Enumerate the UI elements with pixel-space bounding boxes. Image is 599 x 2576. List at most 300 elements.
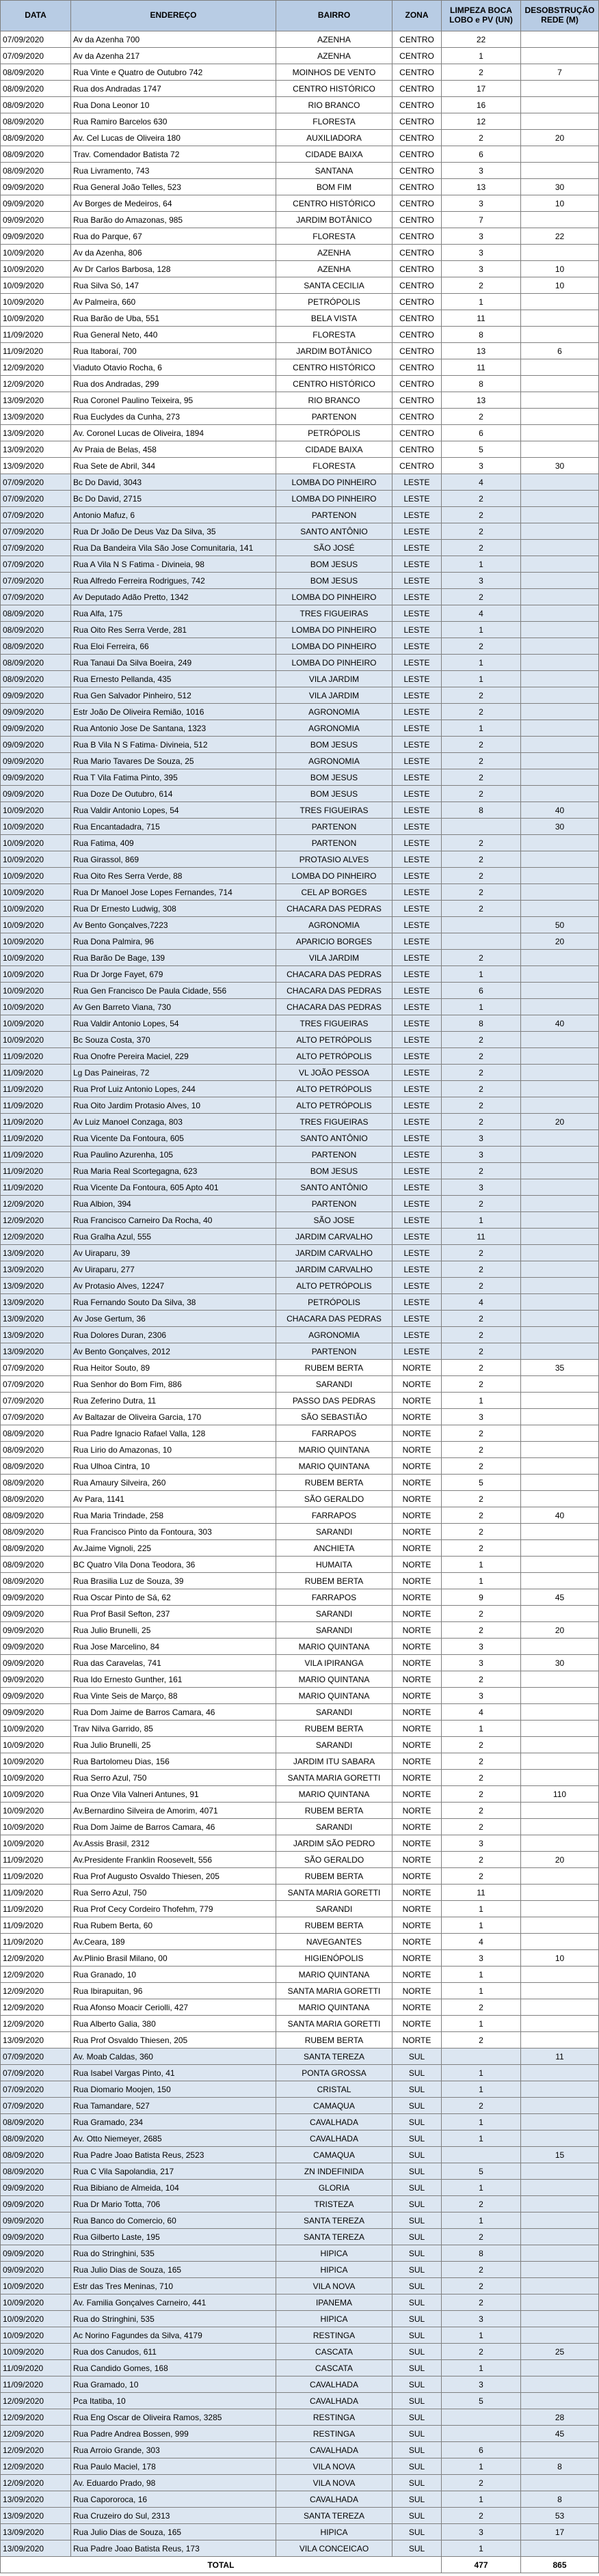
table-row xyxy=(0,2278,599,2294)
date-cell: 11/09/2020 xyxy=(0,1934,71,1950)
table-row xyxy=(0,753,599,769)
date-cell: 11/09/2020 xyxy=(0,2376,71,2393)
table-row xyxy=(0,622,599,638)
unclogging-meters-cell xyxy=(521,1573,599,1589)
date-cell: 13/09/2020 xyxy=(0,425,71,441)
neighborhood-cell: CAMAQUA xyxy=(276,2098,392,2114)
zone-cell: LESTE xyxy=(392,950,442,966)
cleaning-count-cell: 3 xyxy=(442,1655,521,1671)
table-row xyxy=(0,884,599,901)
table-row xyxy=(0,1786,599,1803)
address-cell: Rua Jose Marcelino, 84 xyxy=(71,1639,276,1655)
cleaning-count-cell: 2 xyxy=(442,1196,521,1212)
zone-cell: LESTE xyxy=(392,704,442,720)
neighborhood-cell: RUBEM BERTA xyxy=(276,2032,392,2049)
table-row xyxy=(0,2491,599,2508)
neighborhood-cell: SARANDI xyxy=(276,1622,392,1639)
address-cell: Rua Ramiro Barcelos 630 xyxy=(71,113,276,130)
unclogging-meters-cell xyxy=(521,523,599,540)
date-cell: 08/09/2020 xyxy=(0,2130,71,2147)
table-row xyxy=(0,212,599,228)
date-cell: 11/09/2020 xyxy=(0,1852,71,1868)
neighborhood-cell: SARANDI xyxy=(276,1819,392,1835)
table-row xyxy=(0,1934,599,1950)
zone-cell: SUL xyxy=(392,2442,442,2458)
zone-cell: SUL xyxy=(392,2508,442,2524)
address-cell: Rua Gilberto Laste, 195 xyxy=(71,2229,276,2245)
zone-cell: NORTE xyxy=(392,1671,442,1688)
cleaning-count-cell: 2 xyxy=(442,1245,521,1261)
table-row xyxy=(0,1229,599,1245)
zone-cell: LESTE xyxy=(392,884,442,901)
date-cell: 09/09/2020 xyxy=(0,1671,71,1688)
table-row xyxy=(0,48,599,64)
table-row xyxy=(0,392,599,409)
neighborhood-cell: SANTO ANTÔNIO xyxy=(276,1179,392,1196)
table-row xyxy=(0,1212,599,1229)
neighborhood-cell: APARICIO BORGES xyxy=(276,933,392,950)
header-date: DATA xyxy=(0,0,71,31)
address-cell: Av Protasio Alves, 12247 xyxy=(71,1278,276,1294)
table-row xyxy=(0,1557,599,1573)
zone-cell: LESTE xyxy=(392,1294,442,1311)
zone-cell: SUL xyxy=(392,2229,442,2245)
zone-cell: SUL xyxy=(392,2163,442,2180)
address-cell: Rua Cruzeiro do Sul, 2313 xyxy=(71,2508,276,2524)
cleaning-count-cell: 2 xyxy=(442,1442,521,1458)
unclogging-meters-cell xyxy=(521,1540,599,1557)
cleaning-count-cell: 2 xyxy=(442,2098,521,2114)
unclogging-meters-cell xyxy=(521,31,599,48)
date-cell: 11/09/2020 xyxy=(0,1065,71,1081)
unclogging-meters-cell xyxy=(521,310,599,327)
address-cell: Rua Dr Mario Totta, 706 xyxy=(71,2196,276,2212)
date-cell: 13/09/2020 xyxy=(0,2524,71,2540)
cleaning-count-cell: 2 xyxy=(442,1097,521,1114)
neighborhood-cell: LOMBA DO PINHEIRO xyxy=(276,491,392,507)
zone-cell: LESTE xyxy=(392,556,442,573)
address-cell: Rua Oito Res Serra Verde, 281 xyxy=(71,622,276,638)
neighborhood-cell: CENTRO HISTÓRICO xyxy=(276,359,392,376)
zone-cell: NORTE xyxy=(392,1557,442,1573)
date-cell: 11/09/2020 xyxy=(0,1901,71,1917)
address-cell: Rua do Stringhini, 535 xyxy=(71,2245,276,2262)
unclogging-meters-cell xyxy=(521,999,599,1015)
zone-cell: NORTE xyxy=(392,1868,442,1885)
date-cell: 07/09/2020 xyxy=(0,1409,71,1425)
neighborhood-cell: JARDIM CARVALHO xyxy=(276,1245,392,1261)
cleaning-count-cell: 11 xyxy=(442,1229,521,1245)
neighborhood-cell: JARDIM SÃO PEDRO xyxy=(276,1835,392,1852)
neighborhood-cell: FARRAPOS xyxy=(276,1589,392,1606)
table-row xyxy=(0,2032,599,2049)
unclogging-meters-cell xyxy=(521,2327,599,2344)
zone-cell: CENTRO xyxy=(392,458,442,474)
unclogging-meters-cell xyxy=(521,2065,599,2081)
zone-cell: LESTE xyxy=(392,1032,442,1048)
zone-cell: NORTE xyxy=(392,1409,442,1425)
cleaning-count-cell: 2 xyxy=(442,1770,521,1786)
neighborhood-cell: CENTRO HISTÓRICO xyxy=(276,195,392,212)
neighborhood-cell: SÃO SEBASTIÃO xyxy=(276,1409,392,1425)
table-row xyxy=(0,1376,599,1393)
address-cell: Rua Girassol, 869 xyxy=(71,851,276,868)
unclogging-meters-cell xyxy=(521,1868,599,1885)
zone-cell: LESTE xyxy=(392,933,442,950)
date-cell: 10/09/2020 xyxy=(0,1032,71,1048)
neighborhood-cell: ALTO PETRÓPOLIS xyxy=(276,1278,392,1294)
neighborhood-cell: SANTA MARIA GORETTI xyxy=(276,1983,392,1999)
address-cell: Av. Eduardo Prado, 98 xyxy=(71,2475,276,2491)
date-cell: 07/09/2020 xyxy=(0,48,71,64)
date-cell: 10/09/2020 xyxy=(0,1835,71,1852)
address-cell: Rua General Neto, 440 xyxy=(71,327,276,343)
cleaning-count-cell: 2 xyxy=(442,851,521,868)
zone-cell: SUL xyxy=(392,2540,442,2557)
table-row xyxy=(0,1507,599,1524)
cleaning-count-cell: 1 xyxy=(442,1393,521,1409)
unclogging-meters-cell xyxy=(521,1032,599,1048)
zone-cell: CENTRO xyxy=(392,376,442,392)
zone-cell: CENTRO xyxy=(392,179,442,195)
address-cell: Rua Silva Só, 147 xyxy=(71,277,276,294)
total-row xyxy=(0,2557,599,2573)
address-cell: Rua Alfredo Ferreira Rodrigues, 742 xyxy=(71,573,276,589)
neighborhood-cell: AZENHA xyxy=(276,48,392,64)
zone-cell: LESTE xyxy=(392,1311,442,1327)
unclogging-meters-cell xyxy=(521,1376,599,1393)
unclogging-meters-cell xyxy=(521,2360,599,2376)
date-cell: 10/09/2020 xyxy=(0,819,71,835)
neighborhood-cell: AUXILIADORA xyxy=(276,130,392,146)
neighborhood-cell: LOMBA DO PINHEIRO xyxy=(276,655,392,671)
table-row xyxy=(0,802,599,819)
unclogging-meters-cell: 10 xyxy=(521,261,599,277)
date-cell: 08/09/2020 xyxy=(0,1475,71,1491)
unclogging-meters-cell xyxy=(521,2245,599,2262)
table-row xyxy=(0,245,599,261)
unclogging-meters-cell xyxy=(521,1245,599,1261)
zone-cell: LESTE xyxy=(392,720,442,737)
cleaning-count-cell: 3 xyxy=(442,573,521,589)
address-cell: Rua Lirio do Amazonas, 10 xyxy=(71,1442,276,1458)
table-row xyxy=(0,1524,599,1540)
cleaning-count-cell: 2 xyxy=(442,1311,521,1327)
cleaning-count-cell: 2 xyxy=(442,1261,521,1278)
cleaning-count-cell: 2 xyxy=(442,1360,521,1376)
cleaning-count-cell: 13 xyxy=(442,343,521,359)
table-row xyxy=(0,2327,599,2344)
address-cell: Rua T Vila Fatima Pinto, 395 xyxy=(71,769,276,786)
neighborhood-cell: ALTO PETRÓPOLIS xyxy=(276,1032,392,1048)
address-cell: Rua Fatima, 409 xyxy=(71,835,276,851)
unclogging-meters-cell xyxy=(521,2262,599,2278)
neighborhood-cell: RIO BRANCO xyxy=(276,392,392,409)
unclogging-meters-cell xyxy=(521,769,599,786)
cleaning-count-cell: 1 xyxy=(442,1573,521,1589)
neighborhood-cell: AZENHA xyxy=(276,261,392,277)
neighborhood-cell: BOM FIM xyxy=(276,179,392,195)
date-cell: 11/09/2020 xyxy=(0,1147,71,1163)
neighborhood-cell: HIPICA xyxy=(276,2311,392,2327)
address-cell: Rua General João Telles, 523 xyxy=(71,179,276,195)
neighborhood-cell: PARTENON xyxy=(276,1147,392,1163)
unclogging-meters-cell xyxy=(521,2196,599,2212)
address-cell: Rua Francisco Carneiro Da Rocha, 40 xyxy=(71,1212,276,1229)
table-row xyxy=(0,2147,599,2163)
neighborhood-cell: PETRÓPOLIS xyxy=(276,294,392,310)
neighborhood-cell: SÃO GERALDO xyxy=(276,1852,392,1868)
address-cell: Bc Souza Costa, 370 xyxy=(71,1032,276,1048)
neighborhood-cell: VILA IPIRANGA xyxy=(276,1655,392,1671)
table-row xyxy=(0,2049,599,2065)
unclogging-meters-cell xyxy=(521,2032,599,2049)
zone-cell: NORTE xyxy=(392,1999,442,2016)
date-cell: 08/09/2020 xyxy=(0,2114,71,2130)
table-row xyxy=(0,1048,599,1065)
unclogging-meters-cell xyxy=(521,376,599,392)
zone-cell: SUL xyxy=(392,2049,442,2065)
zone-cell: CENTRO xyxy=(392,195,442,212)
zone-cell: LESTE xyxy=(392,1278,442,1294)
cleaning-count-cell: 3 xyxy=(442,1130,521,1147)
date-cell: 07/09/2020 xyxy=(0,589,71,605)
table-row xyxy=(0,2196,599,2212)
neighborhood-cell: PARTENON xyxy=(276,1343,392,1360)
neighborhood-cell: PETRÓPOLIS xyxy=(276,1294,392,1311)
address-cell: Rua Paulino Azurenha, 105 xyxy=(71,1147,276,1163)
date-cell: 10/09/2020 xyxy=(0,245,71,261)
cleaning-count-cell: 5 xyxy=(442,2393,521,2409)
table-row xyxy=(0,1573,599,1589)
address-cell: Rua Julio Dias de Souza, 165 xyxy=(71,2524,276,2540)
unclogging-meters-cell: 11 xyxy=(521,2049,599,2065)
neighborhood-cell: PONTA GROSSA xyxy=(276,2065,392,2081)
cleaning-count-cell: 3 xyxy=(442,1409,521,1425)
table-row xyxy=(0,2212,599,2229)
address-cell: Rua Zeferino Dutra, 11 xyxy=(71,1393,276,1409)
zone-cell: LESTE xyxy=(392,868,442,884)
cleaning-count-cell: 4 xyxy=(442,605,521,622)
date-cell: 10/09/2020 xyxy=(0,1819,71,1835)
zone-cell: LESTE xyxy=(392,655,442,671)
unclogging-meters-cell: 30 xyxy=(521,179,599,195)
date-cell: 08/09/2020 xyxy=(0,146,71,163)
table-row xyxy=(0,1294,599,1311)
date-cell: 10/09/2020 xyxy=(0,2294,71,2311)
unclogging-meters-cell xyxy=(521,1196,599,1212)
zone-cell: NORTE xyxy=(392,1803,442,1819)
cleaning-count-cell: 2 xyxy=(442,2475,521,2491)
address-cell: Rua Afonso Moacir Ceriolli, 427 xyxy=(71,1999,276,2016)
table-row xyxy=(0,2360,599,2376)
unclogging-meters-cell xyxy=(521,474,599,491)
table-row xyxy=(0,491,599,507)
date-cell: 08/09/2020 xyxy=(0,113,71,130)
zone-cell: CENTRO xyxy=(392,163,442,179)
date-cell: 13/09/2020 xyxy=(0,1278,71,1294)
date-cell: 09/09/2020 xyxy=(0,737,71,753)
cleaning-count-cell: 1 xyxy=(442,2212,521,2229)
address-cell: Rua Coronel Paulino Teixeira, 95 xyxy=(71,392,276,409)
unclogging-meters-cell xyxy=(521,2163,599,2180)
table-row xyxy=(0,1343,599,1360)
date-cell: 08/09/2020 xyxy=(0,605,71,622)
neighborhood-cell: TRES FIGUEIRAS xyxy=(276,605,392,622)
neighborhood-cell: PROTASIO ALVES xyxy=(276,851,392,868)
table-row xyxy=(0,933,599,950)
cleaning-count-cell: 3 xyxy=(442,2376,521,2393)
table-row xyxy=(0,1688,599,1704)
date-cell: 09/09/2020 xyxy=(0,687,71,704)
address-cell: Rua Alfa, 175 xyxy=(71,605,276,622)
date-cell: 07/09/2020 xyxy=(0,573,71,589)
date-cell: 11/09/2020 xyxy=(0,1868,71,1885)
address-cell: Bc Do David, 3043 xyxy=(71,474,276,491)
address-cell: Rua Alberto Galia, 380 xyxy=(71,2016,276,2032)
unclogging-meters-cell xyxy=(521,1704,599,1721)
neighborhood-cell: FLORESTA xyxy=(276,458,392,474)
zone-cell: LESTE xyxy=(392,523,442,540)
unclogging-meters-cell xyxy=(521,1458,599,1475)
table-row xyxy=(0,983,599,999)
address-cell: Rua Vicente Da Fontoura, 605 xyxy=(71,1130,276,1147)
date-cell: 11/09/2020 xyxy=(0,1163,71,1179)
zone-cell: LESTE xyxy=(392,491,442,507)
address-cell: Av Dr Carlos Barbosa, 128 xyxy=(71,261,276,277)
cleaning-count-cell: 2 xyxy=(442,2262,521,2278)
unclogging-meters-cell xyxy=(521,2130,599,2147)
date-cell: 12/09/2020 xyxy=(0,2016,71,2032)
address-cell: Rua Gen Francisco De Paula Cidade, 556 xyxy=(71,983,276,999)
table-row xyxy=(0,605,599,622)
table-row xyxy=(0,1803,599,1819)
table-body xyxy=(0,31,599,2557)
date-cell: 10/09/2020 xyxy=(0,277,71,294)
unclogging-meters-cell: 30 xyxy=(521,819,599,835)
table-row xyxy=(0,474,599,491)
date-cell: 13/09/2020 xyxy=(0,441,71,458)
address-cell: Av Uiraparu, 277 xyxy=(71,1261,276,1278)
neighborhood-cell: JARDIM BOTÂNICO xyxy=(276,212,392,228)
zone-cell: SUL xyxy=(392,2278,442,2294)
unclogging-meters-cell xyxy=(521,2311,599,2327)
address-cell: Rua Ulhoa Cintra, 10 xyxy=(71,1458,276,1475)
unclogging-meters-cell xyxy=(521,655,599,671)
date-cell: 09/09/2020 xyxy=(0,1639,71,1655)
unclogging-meters-cell xyxy=(521,950,599,966)
date-cell: 09/09/2020 xyxy=(0,1688,71,1704)
address-cell: Rua Granado, 10 xyxy=(71,1967,276,1983)
date-cell: 10/09/2020 xyxy=(0,1721,71,1737)
cleaning-count-cell: 2 xyxy=(442,1852,521,1868)
cleaning-count-cell: 1 xyxy=(442,2491,521,2508)
cleaning-count-cell: 2 xyxy=(442,1540,521,1557)
date-cell: 12/09/2020 xyxy=(0,1229,71,1245)
unclogging-meters-cell xyxy=(521,638,599,655)
address-cell: Rua Paulo Maciel, 178 xyxy=(71,2458,276,2475)
neighborhood-cell: PETRÓPOLIS xyxy=(276,425,392,441)
table-row xyxy=(0,409,599,425)
address-cell: Av. Familia Gonçalves Carneiro, 441 xyxy=(71,2294,276,2311)
zone-cell: LESTE xyxy=(392,786,442,802)
cleaning-count-cell: 11 xyxy=(442,310,521,327)
zone-cell: SUL xyxy=(392,2294,442,2311)
unclogging-meters-cell: 40 xyxy=(521,1507,599,1524)
date-cell: 08/09/2020 xyxy=(0,1491,71,1507)
address-cell: Rua Prof Cecy Cordeiro Thofehm, 779 xyxy=(71,1901,276,1917)
unclogging-meters-cell: 8 xyxy=(521,2458,599,2475)
zone-cell: LESTE xyxy=(392,1179,442,1196)
cleaning-count-cell: 2 xyxy=(442,1524,521,1540)
cleaning-count-cell: 2 xyxy=(442,1163,521,1179)
date-cell: 10/09/2020 xyxy=(0,310,71,327)
cleaning-count-cell: 2 xyxy=(442,1622,521,1639)
table-row xyxy=(0,1606,599,1622)
cleaning-count-cell: 8 xyxy=(442,376,521,392)
unclogging-meters-cell xyxy=(521,1803,599,1819)
neighborhood-cell: CENTRO HISTÓRICO xyxy=(276,81,392,97)
date-cell: 07/09/2020 xyxy=(0,1393,71,1409)
neighborhood-cell: CRISTAL xyxy=(276,2081,392,2098)
table-row xyxy=(0,950,599,966)
neighborhood-cell: AGRONOMIA xyxy=(276,917,392,933)
cleaning-count-cell: 2 xyxy=(442,2294,521,2311)
date-cell: 08/09/2020 xyxy=(0,671,71,687)
address-cell: Rua Brasilia Luz de Souza, 39 xyxy=(71,1573,276,1589)
zone-cell: NORTE xyxy=(392,2016,442,2032)
table-row xyxy=(0,2180,599,2196)
zone-cell: SUL xyxy=(392,2491,442,2508)
unclogging-meters-cell xyxy=(521,1475,599,1491)
header-neighborhood: BAIRRO xyxy=(276,0,392,31)
cleaning-count-cell: 2 xyxy=(442,2344,521,2360)
cleaning-count-cell: 2 xyxy=(442,1606,521,1622)
unclogging-meters-cell xyxy=(521,2114,599,2130)
cleaning-count-cell: 1 xyxy=(442,1557,521,1573)
cleaning-count-cell: 3 xyxy=(442,1179,521,1196)
address-cell: Av Bento Gonçalves, 2012 xyxy=(71,1343,276,1360)
cleaning-count-cell: 1 xyxy=(442,2065,521,2081)
table-row xyxy=(0,589,599,605)
address-cell: Rua Valdir Antonio Lopes, 54 xyxy=(71,1015,276,1032)
table-row xyxy=(0,2016,599,2032)
unclogging-meters-cell xyxy=(521,146,599,163)
cleaning-count-cell: 4 xyxy=(442,1704,521,1721)
unclogging-meters-cell xyxy=(521,671,599,687)
address-cell: Rua Albion, 394 xyxy=(71,1196,276,1212)
cleaning-count-cell: 1 xyxy=(442,2360,521,2376)
address-cell: Ac Norino Fagundes da Silva, 4179 xyxy=(71,2327,276,2344)
date-cell: 07/09/2020 xyxy=(0,31,71,48)
table-row xyxy=(0,999,599,1015)
address-cell: Rua A Vila N S Fatima - Divineia, 98 xyxy=(71,556,276,573)
table-row xyxy=(0,523,599,540)
cleaning-count-cell: 1 xyxy=(442,1983,521,1999)
neighborhood-cell: JARDIM BOTÂNICO xyxy=(276,343,392,359)
zone-cell: NORTE xyxy=(392,1458,442,1475)
table-row xyxy=(0,113,599,130)
address-cell: Estr das Tres Meninas, 710 xyxy=(71,2278,276,2294)
date-cell: 09/09/2020 xyxy=(0,195,71,212)
neighborhood-cell: CIDADE BAIXA xyxy=(276,146,392,163)
address-cell: Rua Dom Jaime de Barros Camara, 46 xyxy=(71,1704,276,1721)
date-cell: 09/09/2020 xyxy=(0,720,71,737)
date-cell: 13/09/2020 xyxy=(0,1343,71,1360)
neighborhood-cell: MARIO QUINTANA xyxy=(276,1967,392,1983)
unclogging-meters-cell xyxy=(521,409,599,425)
unclogging-meters-cell xyxy=(521,2081,599,2098)
